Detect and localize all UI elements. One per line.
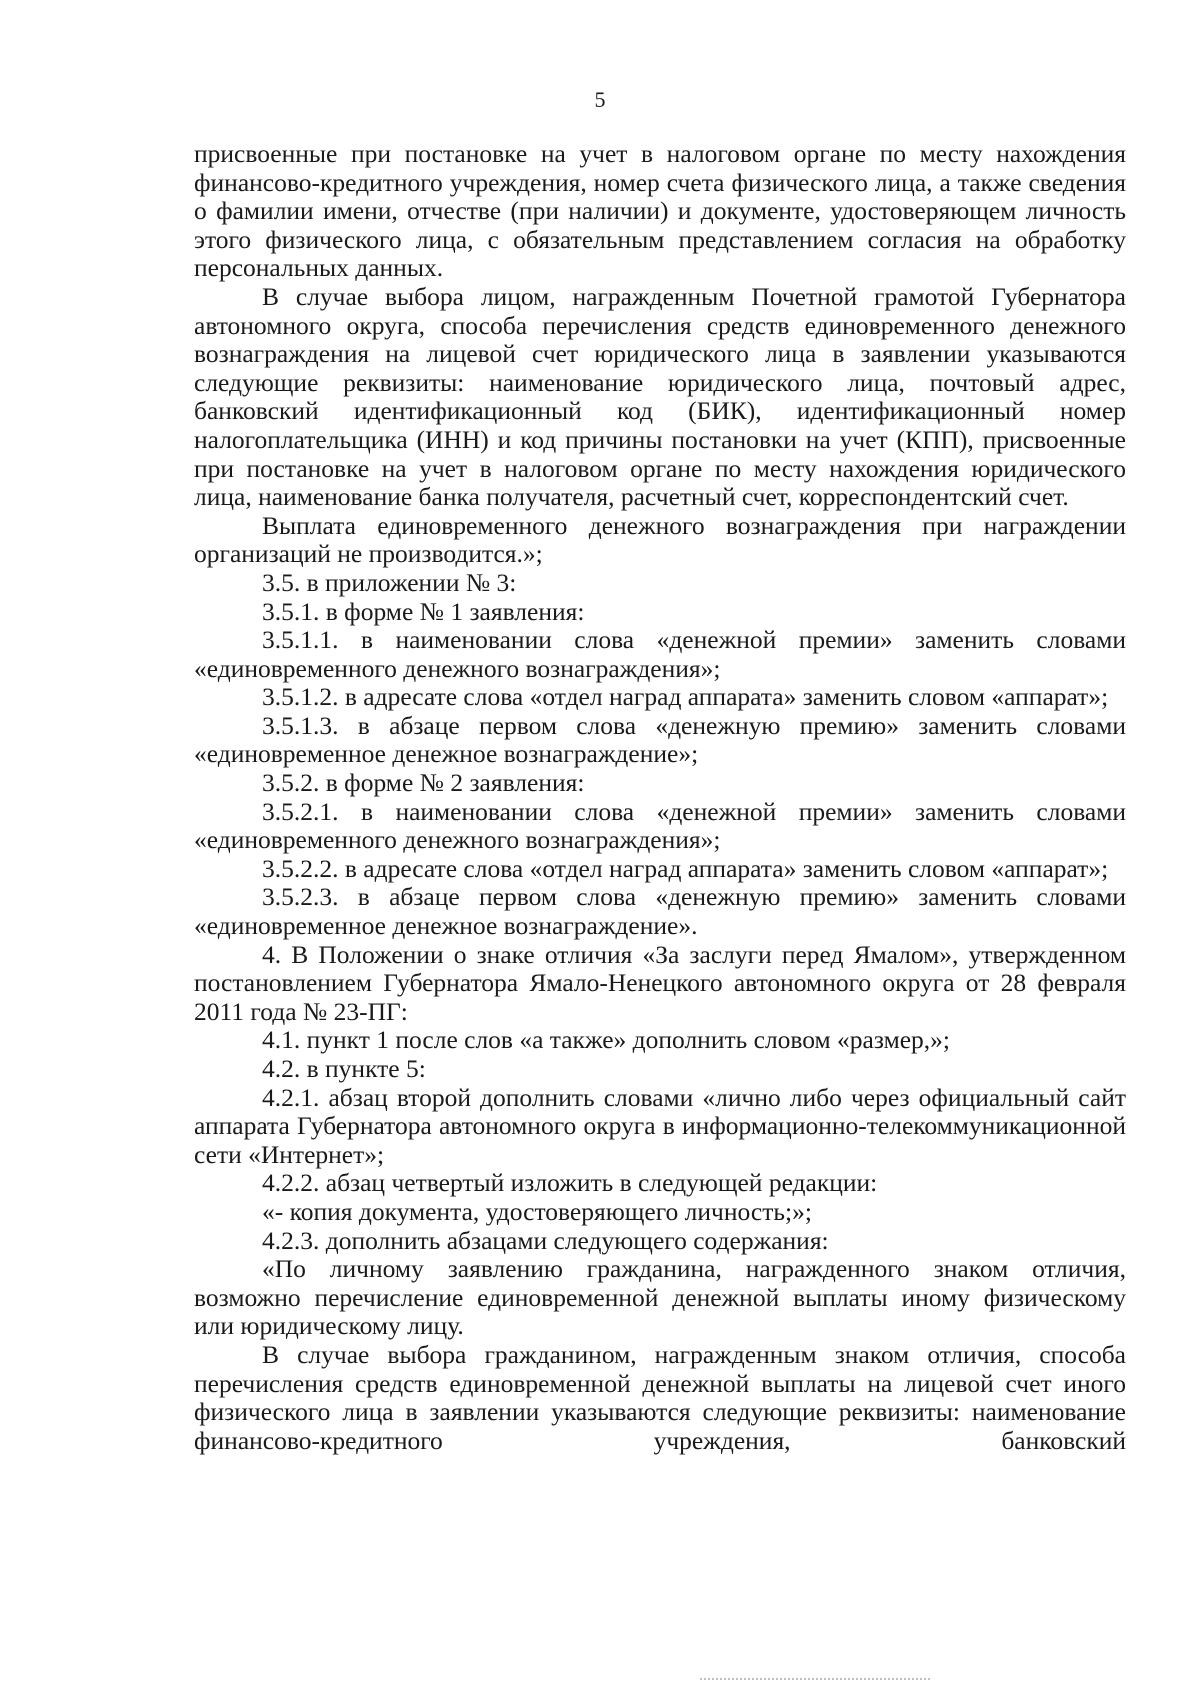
list-item: 3.5.1.3. в абзаце первом слова «денежную премию» заменить словами «единовременное денежное вознаграждение»; (194, 710, 1126, 769)
list-item: 4.2.3. дополнить абзацами следующего содержания: (262, 1225, 829, 1255)
quoted-text: «- копия документа, удостоверяющего личность;»; (262, 1196, 812, 1226)
paragraph: В случае выбора гражданином, награжденным знаком отличия, способа перечисления средств единовременной денежной выплаты на лицевой счет иного физического лица в заявлении указываются следующие реквизиты: наименование финансово-кредитного учреждения, банковский (194, 1339, 1126, 1455)
list-item: 4.1. пункт 1 после слов «а также» дополнить словом «размер,»; (262, 1025, 951, 1055)
paragraph: 4. В Положении о знаке отличия «За заслуги перед Ямалом», утвержденном постановлением Губернатора Ямало-Ненецкого автономного округа от 28 февраля 2011 года № 23-ПГ: (194, 939, 1126, 1026)
list-item: 4.2.1. абзац второй дополнить словами «лично либо через официальный сайт аппарата Губернатора автономного округа в информационно-телекоммуникационной сети «Интернет»; (194, 1082, 1126, 1169)
list-item: 4.2. в пункте 5: (262, 1054, 426, 1083)
scan-artifact (700, 1678, 930, 1682)
paragraph: Выплата единовременного денежного вознаграждения при награждении организаций не производится.»; (194, 510, 1126, 569)
list-item: 3.5.1.2. в адресате слова «отдел наград аппарата» заменить словом «аппарат»; (262, 682, 1109, 712)
list-item: 3.5.2.3. в абзаце первом слова «денежную премию» заменить словами «единовременное денежное вознаграждение». (194, 882, 1126, 941)
list-item: 3.5. в приложении № 3: (262, 567, 517, 597)
list-item: 3.5.2.1. в наименовании слова «денежной премии» заменить словами «единовременного денежного вознаграждения»; (194, 796, 1126, 855)
list-item: 3.5.1.1. в наименовании слова «денежной премии» заменить словами «единовременного денежного вознаграждения»; (194, 625, 1126, 683)
paragraph: присвоенные при постановке на учет в налоговом органе по месту нахождения финансово-кредитного учреждения, номер счета физического лица, а также сведения о фамилии имени, отчестве (при наличии) и документе, удостоверяющем личность этого физического лица, с обязательным представлением согласия на обработку персональных данных. (194, 139, 1126, 283)
document-body (194, 140, 1126, 1455)
page-number: 5 (594, 87, 606, 112)
paragraph: В случае выбора лицом, награжденным Почетной грамотой Губернатора автономного округа, способа перечисления средств единовременного денежного вознаграждения на лицевой счет юридического лица в заявлении указываются следующие реквизиты: наименование юридического лица, почтовый адрес, банковский идентификационный код (БИК), идентификационный номер налогоплательщика (ИНН) и код причины постановки на учет (КПП), присвоенные при постановке на учет в налоговом органе по месту нахождения юридического лица, наименование банка получателя, расчетный счет, корреспондентский счет. (194, 281, 1126, 512)
list-item: 3.5.2.2. в адресате слова «отдел наград аппарата» заменить словом «аппарат»; (262, 853, 1109, 883)
list-item: 3.5.1. в форме № 1 заявления: (262, 596, 585, 626)
quoted-text: «По личному заявлению гражданина, награжденного знаком отличия, возможно перечисление единовременной денежной выплаты иному физическому или юридическому лицу. (194, 1254, 1126, 1341)
list-item: 3.5.2. в форме № 2 заявления: (262, 768, 585, 798)
list-item: 4.2.2. абзац четвертый изложить в следующей редакции: (262, 1168, 878, 1198)
